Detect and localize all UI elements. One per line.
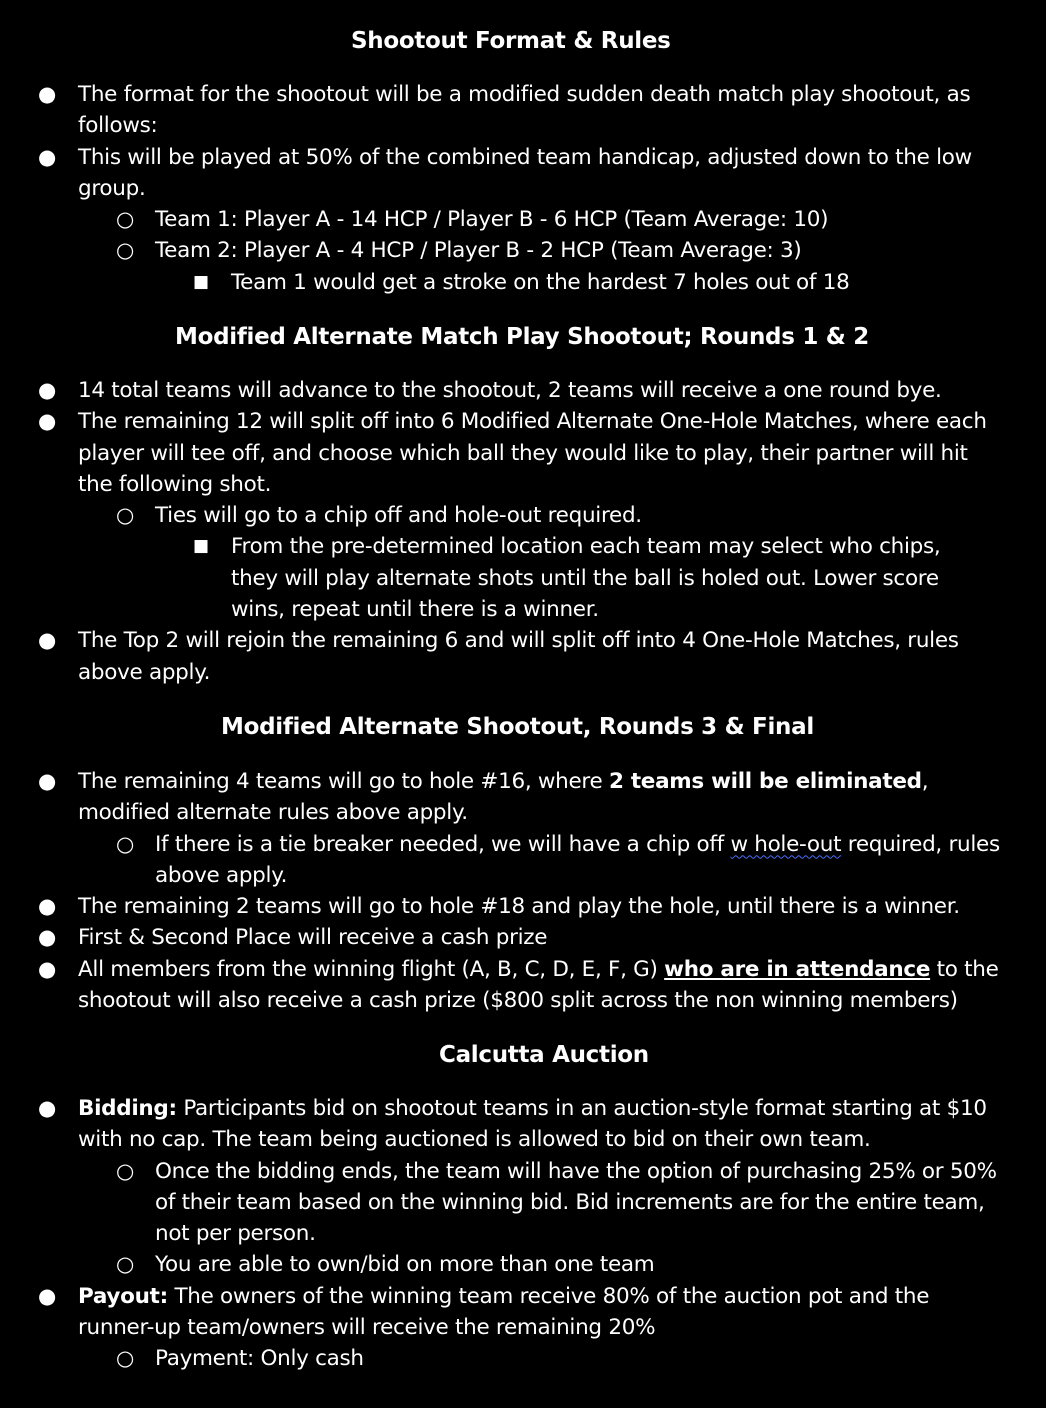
underlined-text: who are in attendance [664, 956, 931, 982]
list-item [0, 79, 1008, 142]
list-item-text: Payment: Only cash [155, 1346, 364, 1372]
list-item [0, 891, 1008, 922]
list-item [0, 1281, 1008, 1344]
list-item [0, 500, 1005, 531]
list-item-text: Once the bidding ends, the team will have the option of purchasing 25% or 50% of their team based on the winning bid. Bid increments are for the entire team, not per person. [155, 1158, 997, 1247]
rounds-3-final-list [0, 766, 1046, 1016]
circle-bullet-icon: ○ [116, 207, 135, 232]
list-item-text: Participants bid on shootout teams in an auction-style format starting at $10 with no cap. The team being auctioned is allowed to bid on their own team. [78, 1096, 987, 1153]
circle-bullet-icon: ○ [116, 1158, 135, 1183]
section-title-rounds-1-2: Modified Alternate Match Play Shootout; Rounds 1 & 2 [175, 324, 869, 350]
list-item [0, 375, 1008, 406]
section-title-calcutta-auction: Calcutta Auction [439, 1042, 649, 1068]
list-item-text: If there is a tie breaker needed, we will have a chip off [155, 831, 731, 857]
emphasis-text: 2 teams will be eliminated [608, 769, 922, 794]
list-item-text: All members from the winning flight (A, B, C, D, E, F, G) [78, 956, 665, 982]
list-item-text: Team 2: Player A - 4 HCP / Player B - 2 HCP (Team Average: 3) [155, 238, 802, 264]
list-item [0, 204, 1005, 235]
list-item-text: Ties will go to a chip off and hole-out required. [155, 503, 642, 529]
list-item-text: The Top 2 will rejoin the remaining 6 and will split off into 4 One-Hole Matches, rules above apply. [78, 628, 959, 685]
circle-bullet-icon: ○ [116, 1346, 135, 1371]
bullet-icon: ● [38, 1096, 57, 1120]
list-item [0, 235, 1005, 266]
bullet-icon: ● [38, 409, 57, 434]
list-item [0, 1343, 1005, 1374]
payout-label: Payout: [78, 1283, 168, 1309]
list-item-text: The remaining 12 will split off into 6 Modified Alternate One-Hole Matches, where each player will tee off, and choose which ball they would like to play, their partner will hit the following shot. [78, 409, 987, 497]
list-item-text: The format for the shootout will be a modified sudden death match play shootout, as follows: [78, 82, 971, 139]
rounds-1-2-list [0, 375, 1046, 688]
bullet-icon: ● [38, 894, 57, 919]
list-item-text: This will be played at 50% of the combined team handicap, adjusted down to the low group. [78, 144, 972, 201]
list-item [0, 531, 971, 625]
section-title-rounds-3-final: Modified Alternate Shootout, Rounds 3 & Final [221, 714, 814, 740]
list-item-text: The remaining 4 teams will go to hole #16, where [78, 769, 609, 794]
section-title-shootout-format: Shootout Format & Rules [351, 28, 671, 54]
list-item [0, 406, 1008, 500]
bullet-icon: ● [38, 144, 57, 169]
list-item [0, 142, 1008, 205]
list-item-text: required, rules above apply. [155, 831, 1000, 888]
list-item-text: to the shootout will also receive a cash prize ($800 split across the non winning members) [78, 956, 999, 1014]
bullet-icon: ● [38, 628, 57, 653]
bullet-icon: ● [38, 956, 57, 981]
list-item-text: 14 total teams will advance to the shootout, 2 teams will receive a one round bye. [78, 378, 942, 403]
bullet-icon: ● [38, 378, 57, 402]
circle-bullet-icon: ○ [116, 831, 135, 856]
list-item [0, 1093, 1008, 1156]
list-item [0, 766, 1008, 829]
bullet-icon: ● [38, 925, 57, 950]
circle-bullet-icon: ○ [116, 238, 135, 263]
bullet-icon: ● [38, 769, 57, 793]
list-item [0, 1156, 1005, 1250]
list-item-text: First & Second Place will receive a cash prize [78, 925, 548, 951]
list-item-text: , modified alternate rules above apply. [78, 769, 929, 826]
list-item [0, 625, 1008, 688]
shootout-format-list [0, 79, 1046, 298]
list-item-text: Team 1 would get a stroke on the hardest 7 holes out of 18 [231, 269, 850, 295]
list-item [0, 1249, 1005, 1280]
calcutta-auction-list [0, 1093, 1046, 1375]
list-item [0, 922, 1008, 953]
circle-bullet-icon: ○ [116, 1252, 135, 1277]
circle-bullet-icon: ○ [116, 503, 135, 528]
list-item [0, 267, 971, 298]
bullet-icon: ● [38, 82, 57, 106]
bullet-icon: ● [38, 1283, 57, 1308]
square-bullet-icon: ■ [193, 271, 209, 292]
list-item-text: The owners of the winning team receive 80% of the auction pot and the runner-up team/owners will receive the remaining 20% [78, 1283, 930, 1341]
list-item-text: You are able to own/bid on more than one team [155, 1252, 655, 1278]
list-item-text: From the pre-determined location each team may select who chips, they will play alternate shots until the ball is holed out. Lower score wins, repeat until there is a winner. [231, 534, 941, 623]
bidding-label: Bidding: [78, 1096, 177, 1121]
spellcheck-flagged-text: w hole-out [730, 831, 842, 857]
list-item [0, 829, 1005, 892]
list-item-text: Team 1: Player A - 14 HCP / Player B - 6 HCP (Team Average: 10) [155, 207, 829, 233]
list-item [0, 954, 1008, 1017]
square-bullet-icon: ■ [193, 536, 209, 557]
list-item-text: The remaining 2 teams will go to hole #18 and play the hole, until there is a winner. [78, 894, 960, 920]
